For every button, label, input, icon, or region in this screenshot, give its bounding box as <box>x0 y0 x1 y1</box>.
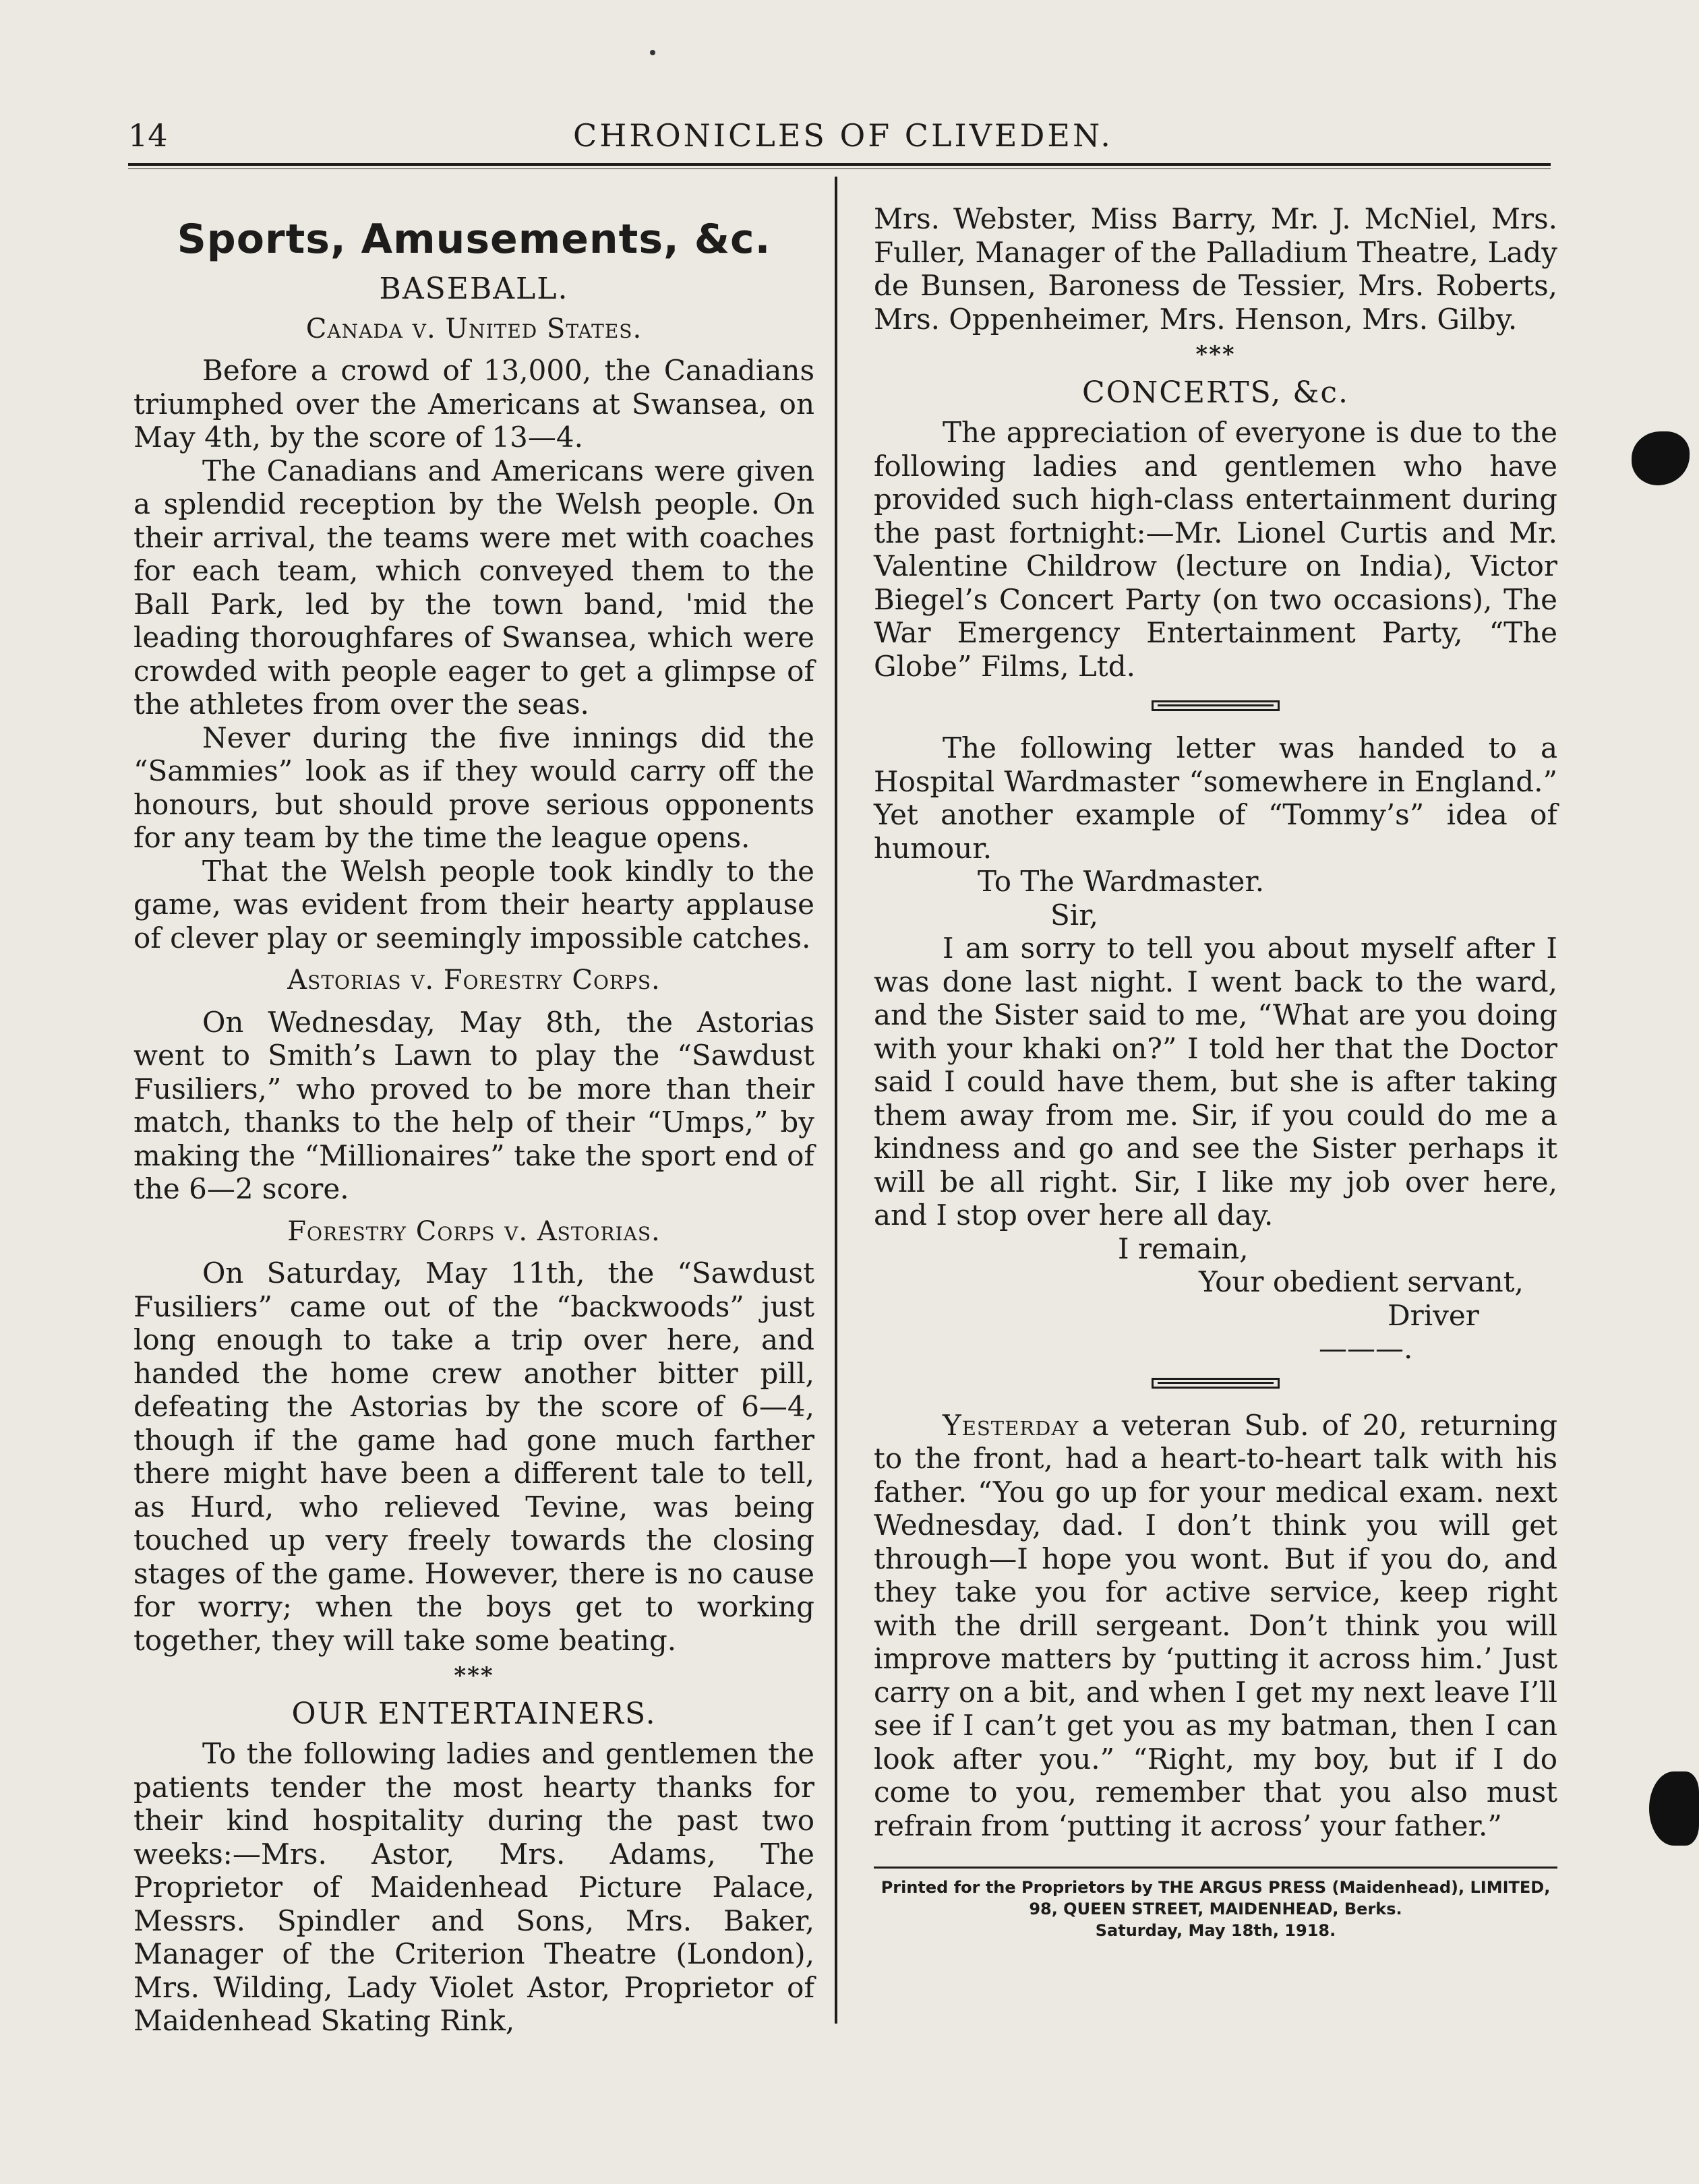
paragraph: On Wednesday, May 8th, the Astorias went to Smith’s Lawn to play the “Sawdust Fusiliers,” who proved to be more than their match, thanks to the help of their “Umps,” by making the “Millionaires” take the sport end of the 6—2 score. <box>133 1005 814 1205</box>
imprint-line: Printed for the Proprietors by THE ARGUS PRESS (Maidenhead), LIMITED, 98, QUEEN STREET, MAIDENHEAD, Berks. <box>881 1878 1551 1918</box>
paragraph: That the Welsh people took kindly to the game, was evident from their hearty applause of clever play or seemingly impossible catches. <box>133 854 814 954</box>
baseball-heading: BASEBALL. <box>379 272 569 306</box>
imprint-date: Saturday, May 18th, 1918. <box>1095 1921 1336 1940</box>
ornament-rule <box>1152 700 1280 711</box>
entertainers-heading: OUR ENTERTAINERS. <box>291 1696 657 1731</box>
paragraph: On Saturday, May 11th, the “Sawdust Fusiliers” came out of the “backwoods” just long enough to take a trip over here, and handed the home crew another bitter pill, defeating the Astorias by the score of 6—4, though if the game had gone much farther there might have been a different tale to tell, as Hurd, who relieved Tevine, was being touched up very freely towards the closing stages of the game. However, there is no cause for worry; when the boys get to working together, they will take some beating. <box>133 1256 814 1657</box>
printer-dot <box>650 50 655 55</box>
imprint-rule <box>874 1867 1557 1869</box>
concerts-heading: CONCERTS, &c. <box>1081 375 1350 410</box>
paragraph: To the following ladies and gentlemen the patients tender the most hearty thanks for their kind hospitality during the past two weeks:—Mrs. Astor, Mrs. Adams, The Proprietor of Maidenhead Picture Palace, Messrs. Spindler and Sons, Mrs. Baker, Manager of the Criterion Theatre (London), Mrs. Wilding, Lady Violet Astor, Proprietor of Maidenhead Skating Rink, <box>133 1737 814 2037</box>
paragraph-text: a veteran Sub. of 20, returning to the front, had a heart-to-heart talk with his father. “You go up for your medical exam. next Wednesday, dad. I don’t think you will get through—I hope you wont. But if you do, and they take you for active service, keep right with the drill sergeant. Don’t think you will improve matters by ‘putting it across him.’ Just carry on a bit, and when I get my next leave I’ll see if I can’t get you as my batman, then I can look after you.” “Right, my boy, but if I do come to you, remember that you also must refrain from ‘putting it across’ your father.” <box>874 1408 1557 1842</box>
paragraph: The following letter was handed to a Hospital Wardmaster “somewhere in England.” Yet another example of “Tommy’s” idea of humour. <box>874 731 1557 865</box>
match-title-canada-us: Canada v. United States. <box>305 313 643 344</box>
paragraph: Mrs. Webster, Miss Barry, Mr. J. McNiel, Mrs. Fuller, Manager of the Palladium Theatre, Lady de Bunsen, Baroness de Tessier, Mrs. Roberts, Mrs. Oppenheimer, Mrs. Henson, Mrs. Gilby. <box>874 202 1557 336</box>
ornament-rule <box>1152 1378 1280 1389</box>
match-title-astorias-forestry: Astorias v. Forestry Corps. <box>287 965 661 996</box>
page-header <box>128 113 1557 160</box>
lead-word: Yesterday <box>943 1408 1079 1442</box>
letter-signature: Driver ———. <box>1319 1298 1479 1365</box>
letter-close: Your obedient servant, <box>1199 1265 1524 1298</box>
right-column <box>874 202 1557 1941</box>
page-number: 14 <box>128 117 168 154</box>
paragraph: The appreciation of everyone is due to the following ladies and gentlemen who have provided such high-class entertainment during the past fortnight:—Mr. Lionel Curtis and Mr. Valentine Childrow (lecture on India), Victor Biegel’s Concert Party (on two occasions), The War Emergency Entertainment Party, “The Globe” Films, Ltd. <box>874 416 1557 683</box>
paragraph: Before a crowd of 13,000, the Canadians triumphed over the Americans at Swansea, on May 4th, by the score of 13—4. <box>133 354 814 454</box>
binding-hole <box>1649 1771 1699 1846</box>
section-separator-stars: *** <box>1195 341 1236 368</box>
printer-imprint <box>874 1877 1557 1941</box>
column-divider <box>835 177 837 2024</box>
letter-salutation: To The Wardmaster. <box>978 865 1265 898</box>
letter-close: I remain, <box>1118 1232 1249 1265</box>
section-separator-stars: *** <box>454 1662 494 1689</box>
match-title-forestry-astorias: Forestry Corps v. Astorias. <box>287 1215 661 1247</box>
running-title: CHRONICLES OF CLIVEDEN. <box>573 117 1113 154</box>
header-rule <box>128 163 1551 166</box>
letter-salutation: Sir, <box>1050 898 1099 932</box>
left-column <box>133 216 814 2038</box>
letter-body: I am sorry to tell you about myself after I was done last night. I went back to the ward, and the Sister said to me, “What are you doing with your khaki on?” I told her that the Doctor said I could have them, but she is after taking them away from me. Sir, if you could do me a kindness and go and see the Sister perhaps it will be all right. Sir, I like my job over here, and I stop over here all day. <box>874 932 1557 1232</box>
paragraph <box>874 1409 1557 1843</box>
section-title: Sports, Amusements, &c. <box>177 216 771 263</box>
binding-hole <box>1632 431 1690 485</box>
paragraph: The Canadians and Americans were given a splendid reception by the Welsh people. On their arrival, the teams were met with coaches for each team, which conveyed them to the Ball Park, led by the town band, 'mid the leading thoroughfares of Swansea, which were crowded with people eager to get a glimpse of the athletes from over the seas. <box>133 454 814 721</box>
paragraph: Never during the five innings did the “Sammies” look as if they would carry off the honours, but should prove serious opponents for any team by the time the league opens. <box>133 721 814 854</box>
